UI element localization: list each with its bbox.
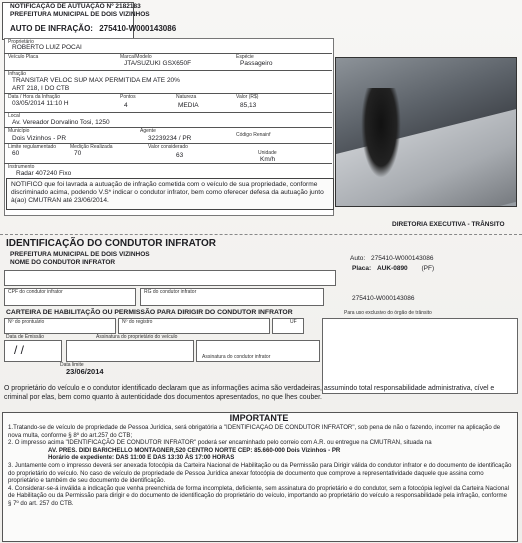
species-label: Espécie	[236, 54, 254, 60]
form-plate-value: AUK-0890	[376, 265, 408, 272]
value-amount: 85,13	[240, 102, 257, 109]
considered-label: Valor considerado	[148, 144, 188, 150]
owner-value: ROBERTO LUIZ POCAI	[12, 44, 82, 51]
notice-title: NOTIFICAÇÃO DE AUTUAÇÃO Nº 2182183	[10, 3, 141, 10]
cpf-label: CPF do condutor infrator	[8, 289, 63, 295]
form-auto	[350, 255, 434, 263]
issue-date-field[interactable]	[4, 340, 62, 362]
form-plate	[352, 265, 434, 273]
license-number-label: Nº do prontuário	[8, 319, 45, 325]
owner-signature-label: Assinatura do proprietário do veículo	[96, 334, 178, 340]
plate-label: Veículo Placa	[8, 54, 39, 60]
infraction-value: TRANSITAR VELOC SUP MAX PERMITIDA EM ATE 20%	[12, 77, 180, 84]
unit-label: Unidade	[258, 150, 277, 156]
infraction-id-number: 275410-W000143086	[99, 24, 177, 33]
agent-value: 32239234 / PR	[148, 135, 192, 142]
deadline-label: Data limite	[60, 362, 84, 368]
row-divider	[4, 53, 332, 54]
owner-signature-field[interactable]	[66, 340, 194, 362]
license-title: CARTEIRA DE HABILITAÇÃO OU PERMISSÃO PARA DIRIGIR DO CONDUTOR INFRATOR	[6, 309, 293, 316]
form-auto-repeat: 275410-W000143086	[352, 295, 415, 302]
form-plate-state: (PF)	[421, 265, 435, 272]
driver-form-title: IDENTIFICAÇÃO DO CONDUTOR INFRATOR	[6, 238, 216, 249]
driver-name-field[interactable]	[4, 270, 336, 286]
important-title: IMPORTANTE	[229, 413, 289, 423]
form-auto-number: 275410-W000143086	[371, 255, 434, 262]
value-label: Valor (R$)	[236, 94, 259, 100]
nature-label: Natureza	[176, 94, 197, 100]
form-plate-label: Placa:	[352, 265, 372, 272]
unit-value: Km/h	[260, 156, 276, 163]
driver-signature-label: Assinatura do condutor infrator	[202, 354, 271, 360]
measured-label: Medição Realizada	[70, 144, 113, 150]
model-label: Marca/Modelo	[120, 54, 152, 60]
city-label: Município	[8, 128, 30, 134]
director-signature: DIRETORIA EXECUTIVA - TRÂNSITO	[392, 221, 505, 228]
rg-label: RG do condutor infrator	[144, 289, 197, 295]
points-label: Pontos	[120, 94, 136, 100]
renainf-label: Código Renainf	[236, 132, 271, 138]
issue-date-slashes: / /	[14, 343, 25, 357]
row-divider	[4, 70, 332, 71]
location-value: Av. Vereador Dorvalino Tosi, 1250	[12, 119, 110, 126]
species-value: Passageiro	[240, 60, 273, 67]
form-auto-label: Auto:	[350, 255, 366, 262]
considered-value: 63	[176, 152, 184, 159]
instrument-label: Instrumento	[8, 164, 35, 170]
model-value: JTA/SUZUKI GSX650F	[124, 60, 192, 67]
perforation-line	[0, 234, 522, 235]
location-label: Local	[8, 113, 20, 119]
infraction-article: ART 218, I DO CTB	[12, 85, 70, 92]
declaration-text: O proprietário do veículo e o condutor identificado declaram que as informações acima são verdadeiras, assumindo total responsabilidade administrativa, cível e criminal por elas, bem como quanto à autenticidade dos documentos apresentados, no que lhes couber.	[4, 385, 495, 401]
license-register-label: Nº do registro	[122, 319, 153, 325]
city-value: Dois Vizinhos - PR	[12, 135, 67, 142]
datetime-value: 03/05/2014 11:10 H	[12, 100, 69, 107]
infraction-id-label: AUTO DE INFRAÇÃO:	[10, 24, 93, 33]
instrument-value: Radar 407240 Fixo	[16, 170, 72, 177]
important-item: 2. O impresso acima "IDENTIFICAÇÃO DE CONDUTOR INFRATOR" poderá ser encaminhado pelo correio com A.R. ou entregue na CMUTRAN, situada na	[8, 439, 432, 447]
license-uf-label: UF	[290, 319, 297, 325]
row-divider	[4, 163, 332, 164]
important-item: 4. Considerar-se-á inválida a indicação que venha preenchida de forma incompleta, deficiente, sem assinatura do proprietário e do condutor, sem a fotocópia legível da Carteira Nacional de Habilitação ou da Permissão para dirigir e do documento de identificação do proprietário do veículo, importando ao proprietário do veículo a responsabilidade pela infração, conforme § 7º do art. 257 do CTB.	[8, 484, 509, 507]
issue-date-label: Data de Emissão	[6, 334, 45, 340]
infraction-label: Infração	[8, 71, 27, 77]
measured-value: 70	[74, 150, 82, 157]
infraction-id	[10, 24, 176, 33]
agency-name: PREFEITURA MUNICIPAL DE DOIS VIZINHOS	[10, 11, 150, 18]
office-use-label: Para uso exclusivo do órgão de trânsito	[344, 310, 432, 316]
row-divider	[4, 112, 332, 113]
important-item: 3. Juntamente com o impresso deverá ser anexada fotocópia da Carteira Nacional de Habilitação ou da Permissão para Dirigir válida do condutor infrator e do documento de identificação do proprietário do veículo. No caso de veículo de propriedade de Pessoa Jurídica anexar fotocópia de documento que comprove a representatividade daquele que assina como proprietário e também de seu documento de identificação.	[8, 461, 512, 485]
notification-text: NOTIFICO que foi lavrada a autuação de infração cometida com o veículo de sua propriedade, conforme discriminado acima, podendo V.S* indicar o condutor infrator, bem como oferecer defesa da autuação junto à(ao) CMUTRAN até 23/06/2014.	[6, 178, 334, 210]
limit-value: 60	[12, 150, 20, 157]
office-use-box	[322, 318, 518, 394]
license-uf-field[interactable]	[272, 318, 304, 334]
motorcycle-image	[361, 88, 401, 178]
owner-label: Proprietário	[8, 39, 34, 45]
agent-label: Agente	[140, 128, 156, 134]
nature-value: MEDIA	[178, 102, 199, 109]
important-list	[8, 424, 512, 538]
important-item: AV. PRES. DIDI BARICHELLO MONTAGNER,520 CENTRO NORTE CEP: 85.660-000 Dois Vizinhos - PR	[48, 446, 341, 454]
driver-form-subtitle: NOME DO CONDUTOR INFRATOR	[10, 259, 116, 266]
row-divider	[4, 127, 332, 128]
limit-label: Limite regulamentado	[8, 144, 57, 150]
important-item: Horário de expediente: DAS 11:00 E DAS 13:30 ÀS 17:00 HORAS	[48, 454, 235, 462]
datetime-label: Data / Hora da Infração	[8, 94, 60, 100]
deadline-value: 23/06/2014	[66, 367, 104, 376]
speed-camera-photo	[335, 57, 517, 207]
driver-form-agency: PREFEITURA MUNICIPAL DE DOIS VIZINHOS	[10, 251, 150, 258]
points-value: 4	[124, 102, 128, 109]
important-item: 1.Tratando-se de veículo de propriedade de Pessoa Jurídica, será obrigatória a "IDENTIFICAÇÃO DE CONDUTOR INFRATOR", sob pena de não o fazendo, incorrer na aplicação de nova multa, conforme § 8º do art.257 do CTB;	[8, 424, 501, 439]
